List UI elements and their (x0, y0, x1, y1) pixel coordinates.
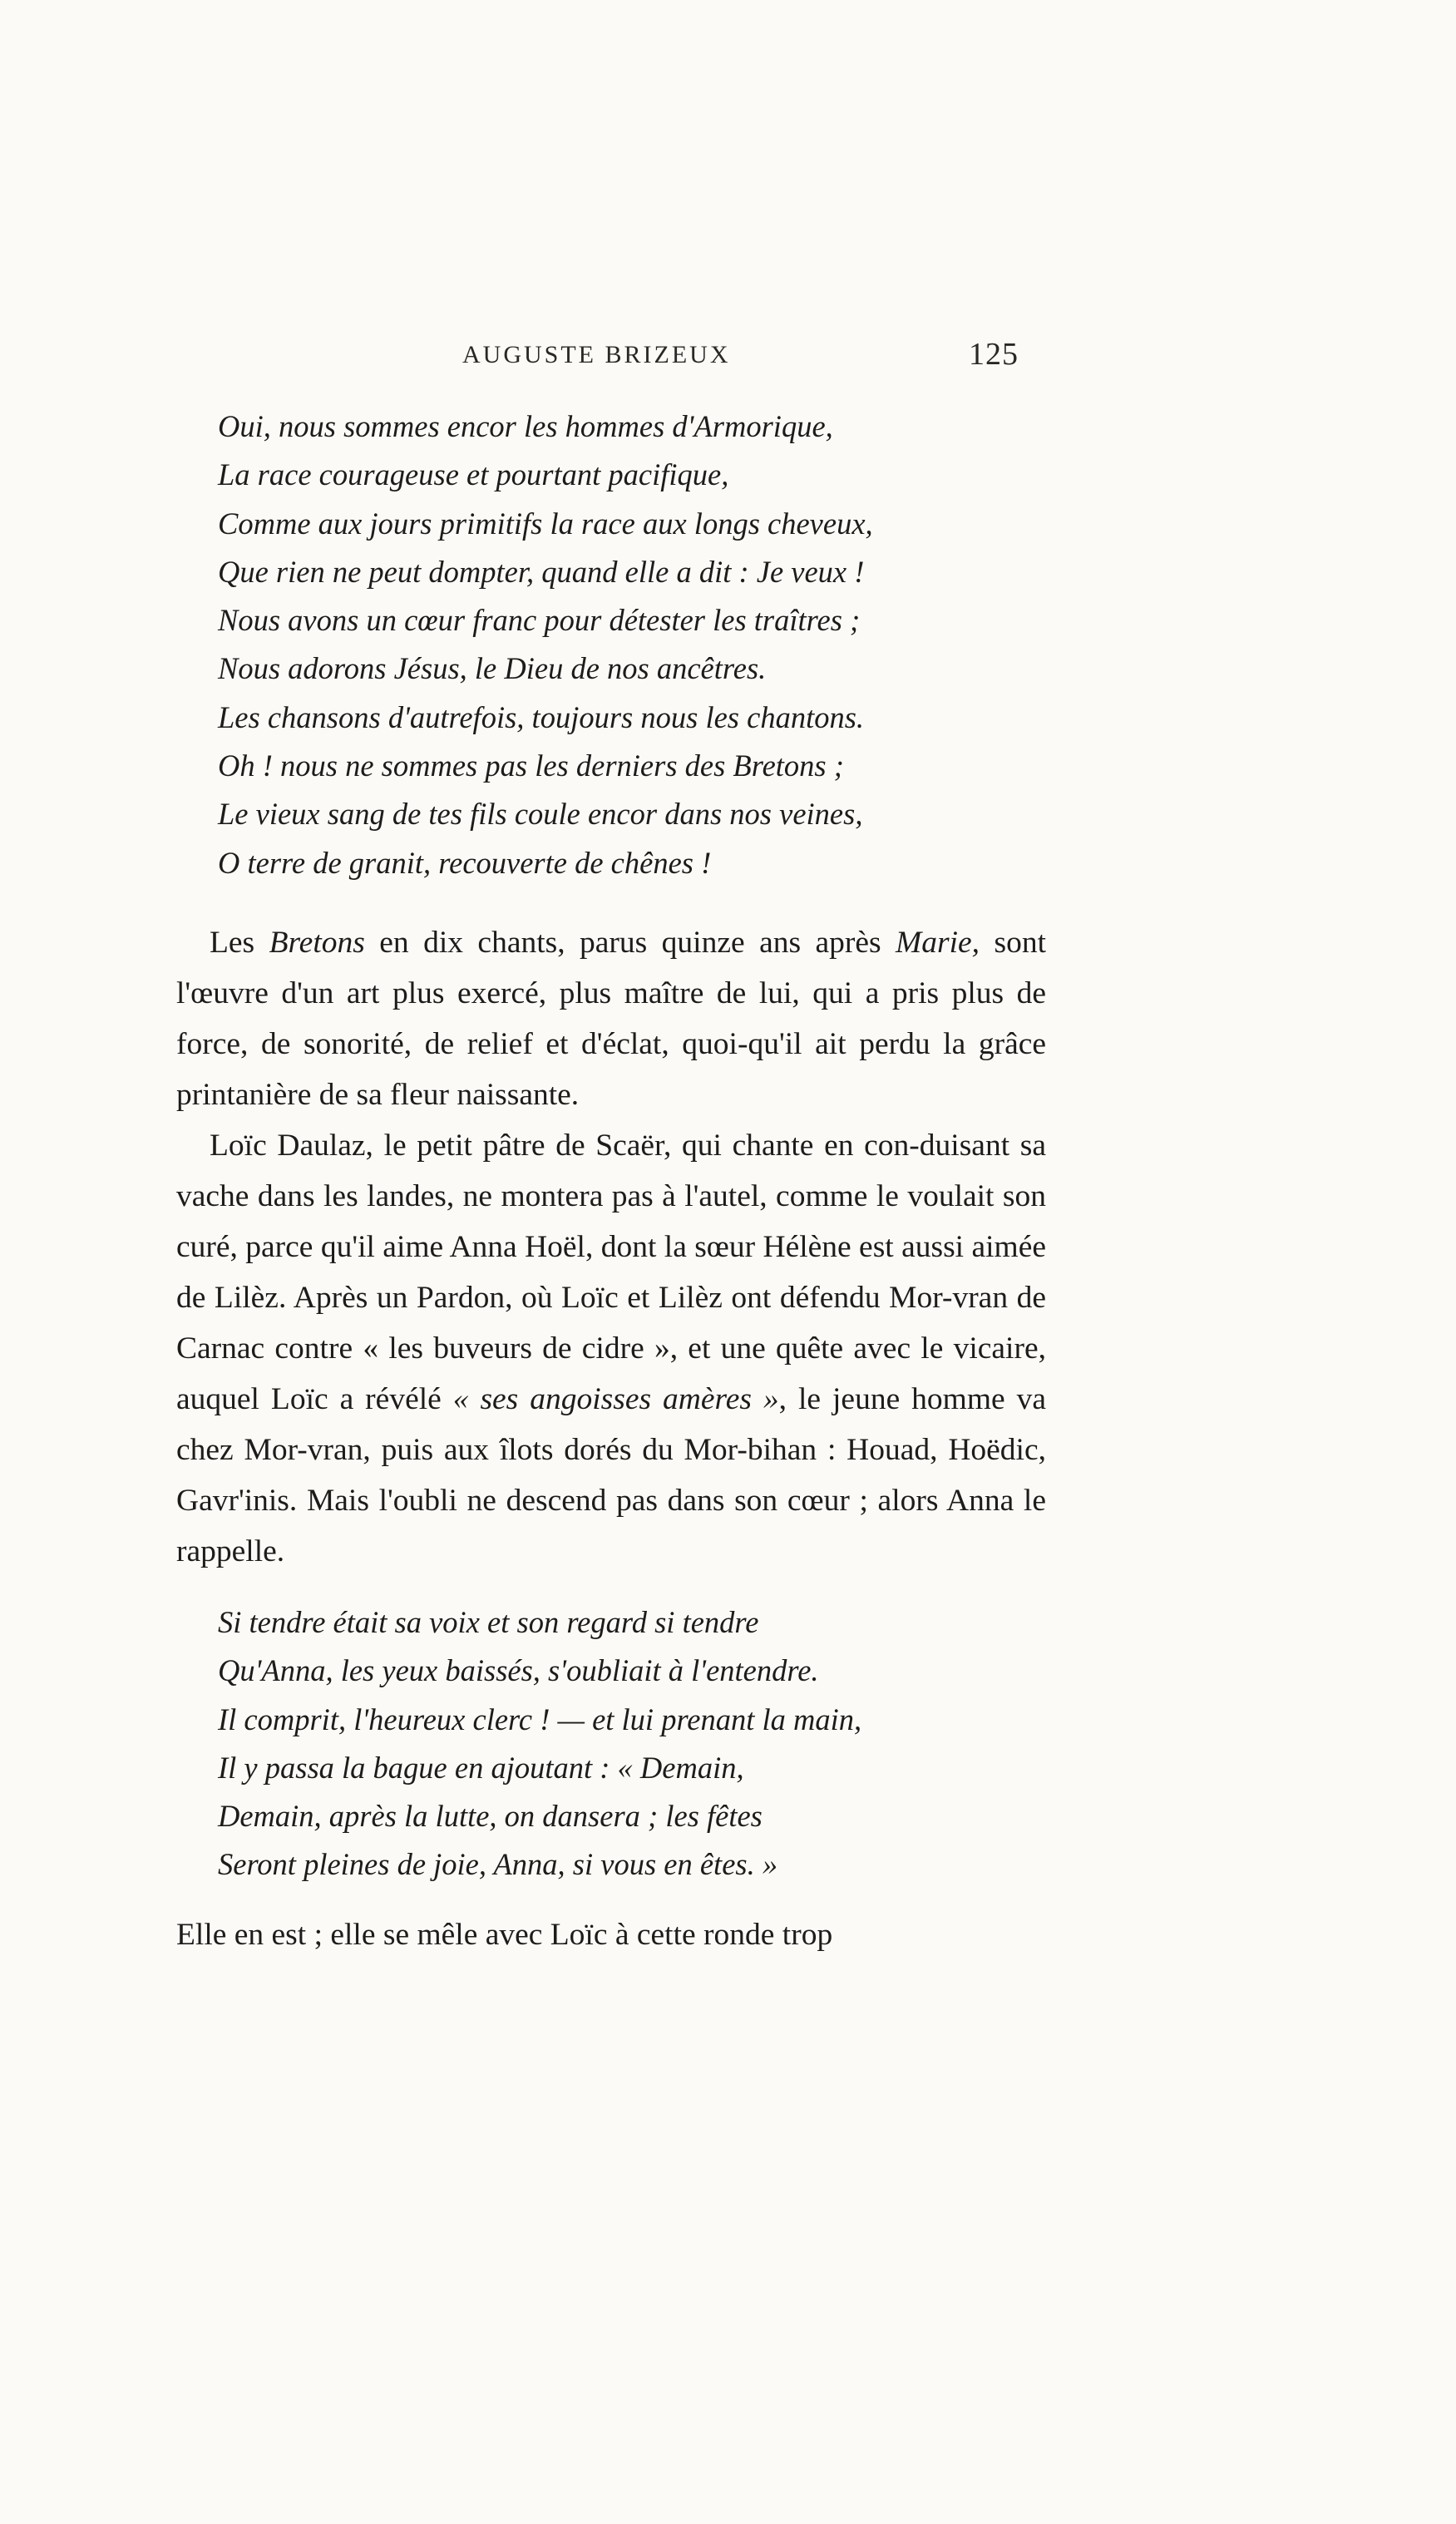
paragraph-1 (176, 917, 1046, 1120)
verse-line: Le vieux sang de tes fils coule encor dans nos veines, (218, 797, 863, 832)
paragraph-3-text-1: Elle en est ; elle se mêle avec Loïc à cette ronde trop (176, 1917, 833, 1952)
paragraph-1-italic-1: Bretons (269, 925, 365, 960)
verse-line: La race courageuse et pourtant pacifique, (218, 457, 729, 492)
verse-line: Oui, nous sommes encor les hommes d'Armorique, (218, 409, 833, 443)
running-head: AUGUSTE BRIZEUX (462, 341, 731, 368)
paragraph-2-text-2: , le jeune homme va chez Mor-vran, puis aux îlots dorés du Mor-bihan : Houad, Hoëdic, Gavr'inis. Mais l'oubli ne descend pas dans son cœur ; alors Anna le rappelle. (176, 1381, 1046, 1568)
verse-line: Qu'Anna, les yeux baissés, s'oubliait à l'entendre. (218, 1653, 819, 1688)
paragraph-1-text-3: sont l'œuvre d'un art plus exercé, plus maître de lui, qui a pris plus de force, de sonorité, de relief et d'éclat, quoi-qu'il ait perdu la grâce printanière de sa fleur naissante. (176, 925, 1046, 1112)
paragraph-2-text-1: Loïc Daulaz, le petit pâtre de Scaër, qui chante en con-duisant sa vache dans les landes, ne montera pas à l'autel, comme le voulait son curé, parce qu'il aime Anna Hoël, dont la sœur Hélène est aussi aimée de Lilèz. Après un Pardon, où Loïc et Lilèz ont défendu Mor-vran de Carnac contre « les buveurs de cidre », et une quête avec le vicaire, auquel Loïc a révélé (176, 1128, 1046, 1416)
verse-line: Que rien ne peut dompter, quand elle a dit : Je veux ! (218, 554, 865, 589)
verse-line: Demain, après la lutte, on dansera ; les fêtes (218, 1799, 763, 1834)
verse-line: Nous avons un cœur franc pour détester les traîtres ; (218, 603, 861, 638)
paragraph-2 (176, 1120, 1046, 1577)
verse-line: Si tendre était sa voix et son regard si tendre (218, 1604, 759, 1639)
paragraph-1-text-2: en dix chants, parus quinze ans après (364, 925, 896, 960)
verse-stanza-1 (176, 403, 1046, 887)
paragraph-1-text-1: Les (210, 925, 269, 960)
text-block (176, 403, 1046, 1960)
verse-line: O terre de granit, recouverte de chênes ! (218, 845, 712, 880)
verse-line: Les chansons d'autrefois, toujours nous les chantons. (218, 699, 865, 734)
paragraph-3 (176, 1909, 1046, 1960)
verse-line: Comme aux jours primitifs la race aux longs cheveux, (218, 506, 873, 541)
page-number: 125 (969, 337, 1019, 372)
paragraph-1-italic-2: Marie, (896, 925, 980, 960)
paragraph-2-italic-1: « ses angoisses amères » (452, 1381, 779, 1416)
verse-line: Oh ! nous ne sommes pas les derniers des Bretons ; (218, 748, 844, 783)
verse-stanza-2 (176, 1598, 1046, 1889)
verse-line: Seront pleines de joie, Anna, si vous en êtes. » (218, 1847, 778, 1882)
verse-line: Nous adorons Jésus, le Dieu de nos ancêtres. (218, 651, 767, 686)
verse-line: Il comprit, l'heureux clerc ! — et lui prenant la main, (218, 1702, 862, 1736)
verse-line: Il y passa la bague en ajoutant : « Demain, (218, 1750, 744, 1785)
